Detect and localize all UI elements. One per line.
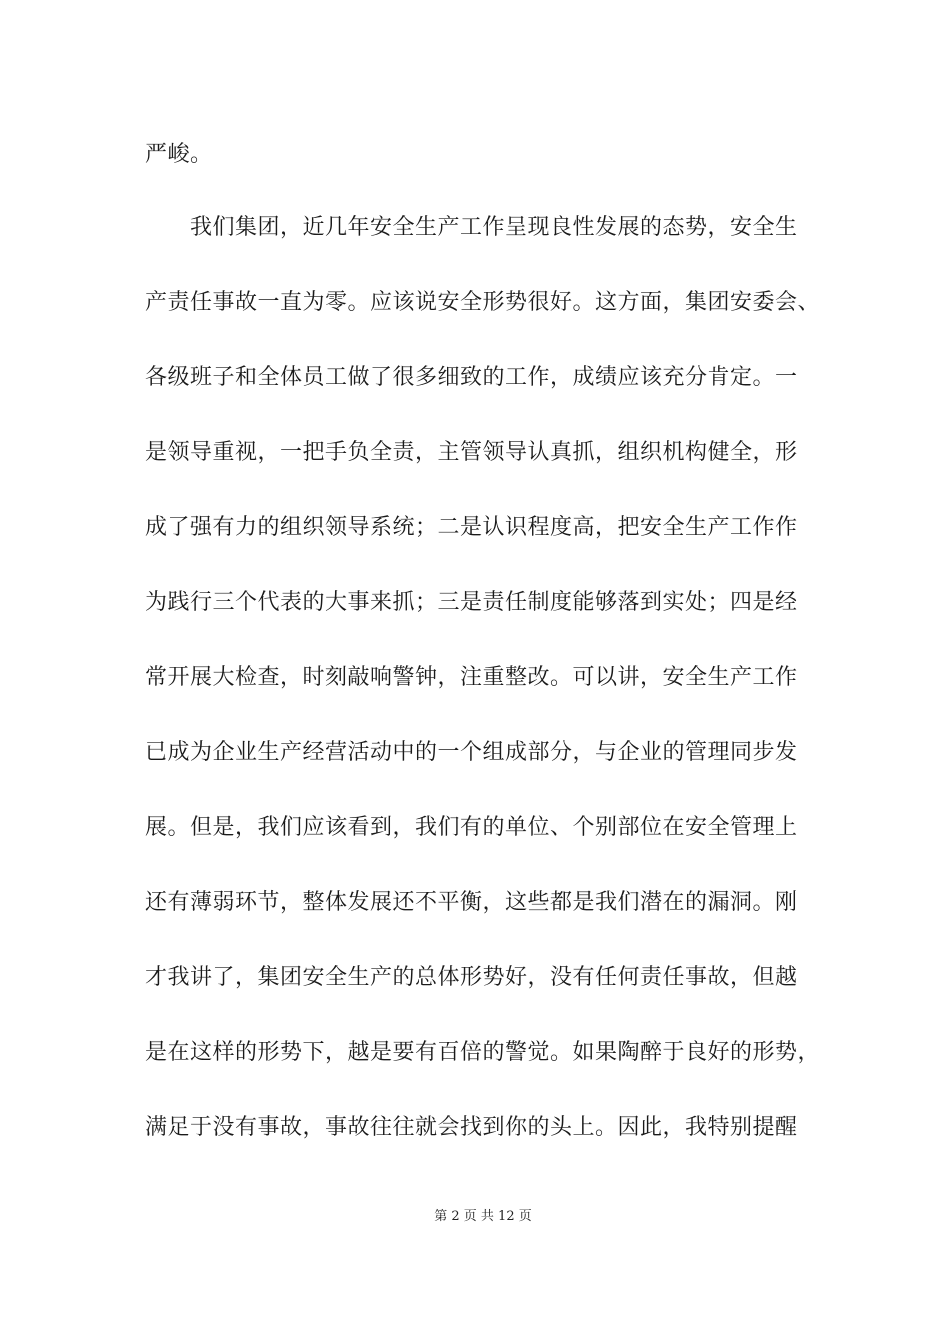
page-footer <box>0 1208 950 1226</box>
text-line: 还有薄弱环节，整体发展还不平衡，这些都是我们潜在的漏洞。刚 <box>145 890 798 915</box>
text-line: 产责任事故一直为零。应该说安全形势很好。这方面，集团安委会、 <box>145 290 821 315</box>
text-line: 我们集团，近几年安全生产工作呈现良性发展的态势，安全生 <box>190 215 798 240</box>
text-line: 常开展大检查，时刻敲响警钟，注重整改。可以讲，安全生产工作 <box>145 665 798 690</box>
text-line: 为践行三个代表的大事来抓；三是责任制度能够落到实处；四是经 <box>145 590 798 615</box>
text-line: 是领导重视，一把手负全责，主管领导认真抓，组织机构健全，形 <box>145 440 798 465</box>
text-line: 展。但是，我们应该看到，我们有的单位、个别部位在安全管理上 <box>145 815 798 840</box>
text-line: 成了强有力的组织领导系统；二是认识程度高，把安全生产工作作 <box>145 515 798 540</box>
text-line: 才我讲了，集团安全生产的总体形势好，没有任何责任事故，但越 <box>145 965 798 990</box>
text-line: 满足于没有事故，事故往往就会找到你的头上。因此，我特别提醒 <box>145 1115 798 1140</box>
text-line: 严峻。 <box>145 142 213 167</box>
text-line: 已成为企业生产经营活动中的一个组成部分，与企业的管理同步发 <box>145 740 798 765</box>
page-number: 第 2 页 共 12 页 <box>434 1209 532 1224</box>
text-line: 各级班子和全体员工做了很多细致的工作，成绩应该充分肯定。一 <box>145 365 798 390</box>
text-line: 是在这样的形势下，越是要有百倍的警觉。如果陶醉于良好的形势， <box>145 1040 821 1065</box>
